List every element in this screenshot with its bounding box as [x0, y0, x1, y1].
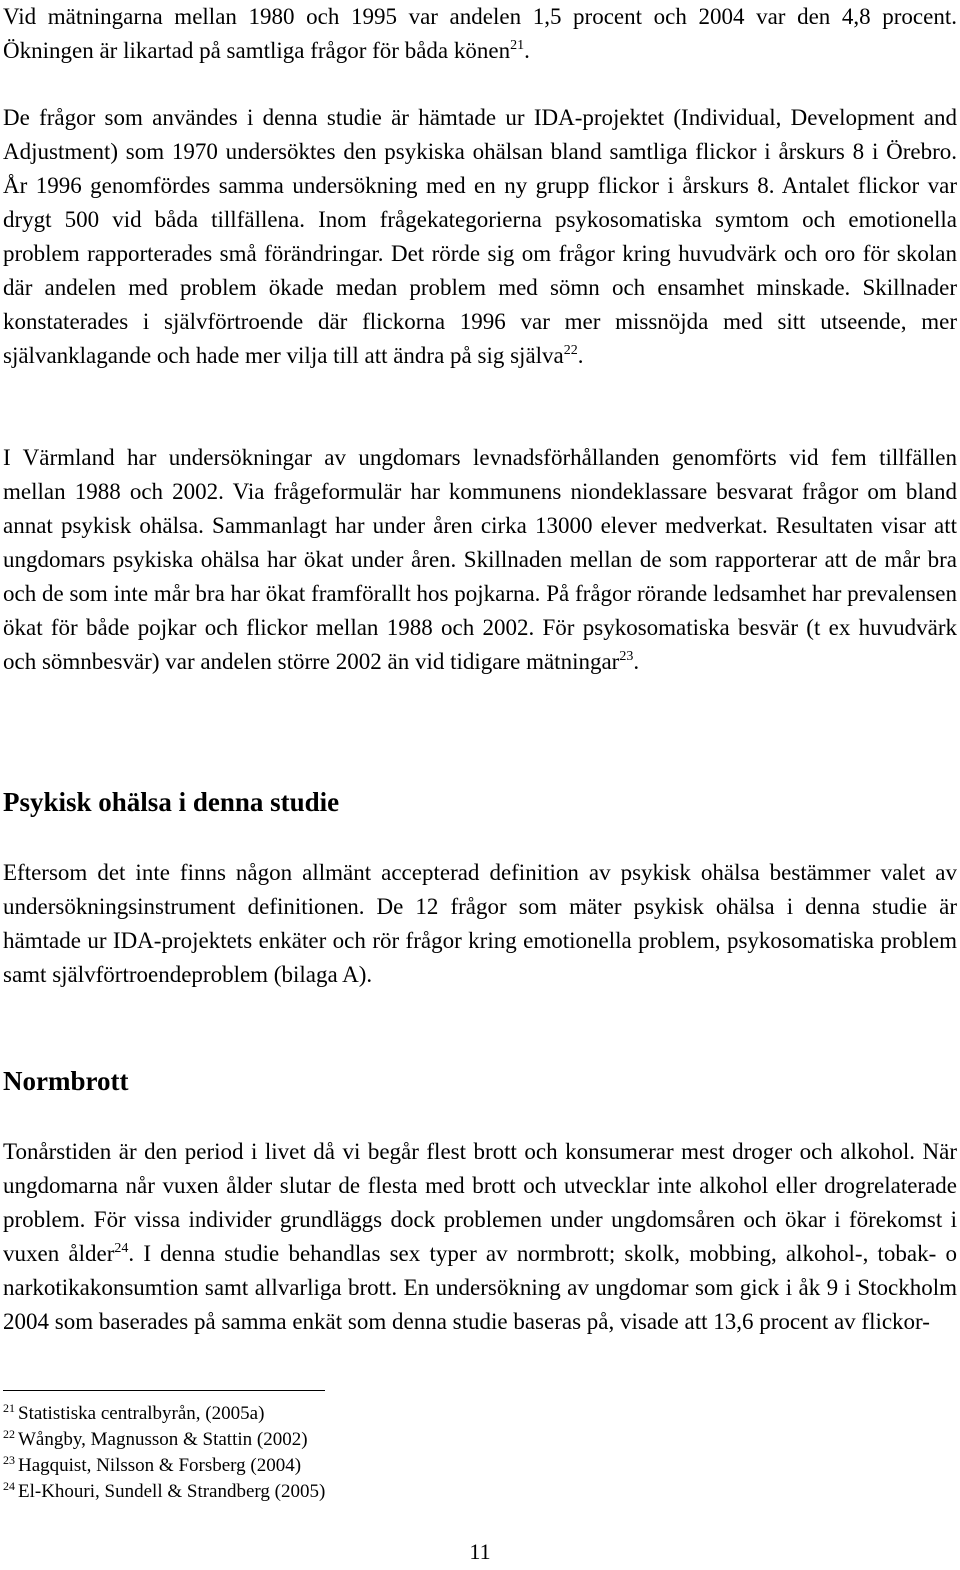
- footnote-ref-24: 24: [114, 1241, 129, 1256]
- footnote-21: [3, 1401, 325, 1427]
- footnote-ref-22: 22: [563, 343, 578, 358]
- footnote-text: Statistiska centralbyrån, (2005a): [18, 1403, 265, 1424]
- paragraph-suffix: .: [577, 343, 584, 368]
- paragraph-ida-project: [3, 101, 957, 373]
- footnote-text: El-Khouri, Sundell & Strandberg (2005): [18, 1481, 326, 1502]
- footnote-ref-21: 21: [510, 38, 525, 53]
- footnote-text: Hagquist, Nilsson & Forsberg (2004): [18, 1455, 302, 1476]
- paragraph-text: I Värmland har undersökningar av ungdomars levnadsförhållanden genomförts vid fem tillfällen mellan 1988 och 2002. Via frågeformulär har kommunens niondeklassare besvarat frågor om bland annat psykisk ohälsa. Sammanlagt har under åren cirka 13000 elever medverkat. Resultaten visar att ungdomars psykiska ohälsa har ökat under åren. Skillnaden mellan de som rapporterar att de mår bra och de som inte mår bra har ökat framförallt hos pojkarna. På frågor rörande ledsamhet har prevalensen ökat för både pojkar och flickor mellan 1988 och 2002. För psykosomatiska besvär (t ex huvudvärk och sömnbesvär) var andelen större 2002 än vid tidigare mätningar: [3, 445, 957, 674]
- paragraph-text: De frågor som användes i denna studie är hämtade ur IDA-projektet (Individual, Development and Adjustment) som 1970 undersöktes den psykiska ohälsan bland samtliga flickor i årskurs 8 i Örebro. År 1996 genomfördes samma undersökning med en ny grupp flickor i årskurs 8. Antalet flickor var drygt 500 vid båda tillfällena. Inom frågekategorierna psykosomatiska symtom och emotionella problem rapporterades små förändringar. Det rörde sig om frågor kring huvudvärk och oro för skolan där andelen med problem ökade medan problem med sömn och ensamhet minskade. Skillnader konstaterades i självförtroende där flickorna 1996 var mer missnöjda med sitt utseende, mer självanklagande och hade mer vilja till att ändra på sig själva: [3, 105, 957, 368]
- footnote-number: 21: [3, 1401, 15, 1415]
- paragraph-text: Tonårstiden är den period i livet då vi begår flest brott och konsumerar mest droger och alkohol. När ungdomarna når vuxen ålder slutar de flesta med brott och utvecklar inte alkohol eller drogrelaterade problem. För vissa individer grundläggs dock problemen under ungdomsåren och ökar i förekomst i vuxen ålder: [3, 1139, 957, 1266]
- section-heading-psykisk-ohalsa: Psykisk ohälsa i denna studie: [3, 787, 340, 817]
- footnote-number: 23: [3, 1453, 15, 1467]
- paragraph-suffix: .: [633, 649, 640, 674]
- footnote-24: [3, 1479, 325, 1505]
- footnote-text: Wångby, Magnusson & Stattin (2002): [18, 1429, 308, 1450]
- footnote-22: [3, 1427, 325, 1453]
- footnote-divider: [3, 1390, 325, 1391]
- footnotes: [3, 1401, 325, 1505]
- paragraph-varmland: [3, 441, 957, 679]
- paragraph-text-continued: . I denna studie behandlas sex typer av normbrott; skolk, mobbing, alkohol-, tobak- o narkotikakonsumtion samt allvarliga brott. En undersökning av ungdomar som gick i åk 9 i Stockholm 2004 som baserades på samma enkät som denna studie baseras på, visade att 13,6 procent av flickor-: [3, 1241, 957, 1334]
- footnote-23: [3, 1453, 325, 1479]
- paragraph-prevalence-1980-2004: [3, 0, 957, 68]
- footnote-ref-23: 23: [619, 649, 634, 664]
- paragraph-text: Vid mätningarna mellan 1980 och 1995 var andelen 1,5 procent och 2004 var den 4,8 procent. Ökningen är likartad på samtliga frågor för båda könen: [3, 4, 957, 63]
- page-number: 11: [469, 1539, 491, 1564]
- footnote-number: 24: [3, 1479, 15, 1493]
- footnote-number: 22: [3, 1427, 15, 1441]
- section-heading-normbrott: Normbrott: [3, 1066, 129, 1096]
- paragraph-psykisk-ohalsa-definition: Eftersom det inte finns någon allmänt accepterad definition av psykisk ohälsa bestämmer valet av undersökningsinstrument definitionen. De 12 frågor som mäter psykisk ohälsa i denna studie är hämtade ur IDA-projektets enkäter och rör frågor kring emotionella problem, psykosomatiska problem samt självförtroendeproblem (bilaga A).: [3, 860, 957, 987]
- paragraph-normbrott: [3, 1135, 957, 1339]
- paragraph-suffix: .: [524, 38, 530, 63]
